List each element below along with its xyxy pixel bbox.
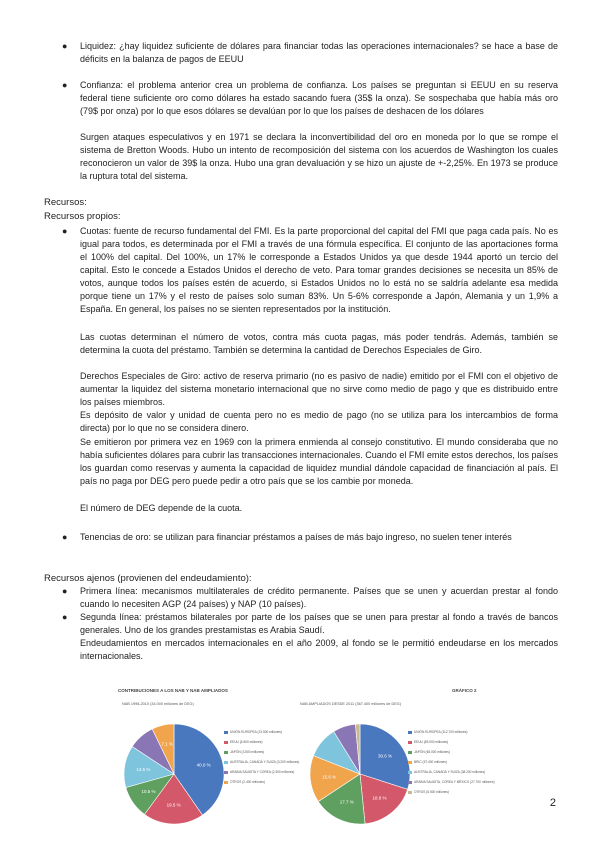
heading-recursos-propios: Recursos propios:	[44, 211, 121, 222]
chart-1-slice-label-3: 13.5 %	[136, 766, 151, 772]
chart-2-legend-swatch-0	[408, 731, 412, 734]
chart-figure-title: CONTRIBUCIONES A LOS NAB Y NAB AMPLIADOS	[118, 688, 228, 693]
chart-1-legend-swatch-2	[224, 751, 228, 754]
chart-2-legend-label-2: JAPÓN (65.000 millones)	[414, 750, 450, 754]
tenencias-text: Tenencias de oro: se utilizan para financiar préstamos a países de más bajo ingreso, no suelen tener interés	[80, 532, 512, 542]
chart-1-legend-item-5	[224, 780, 294, 784]
chart-1-slice-label-0: 40.0 %	[196, 762, 211, 768]
chart-2-legend-label-6: OTROS (5.500 millones)	[414, 790, 449, 794]
deg-deposito-text: Es depósito de valor y unidad de cuenta pero no es medio de pago (no se utiliza para los intercambios de forma directa) por lo que no se considera dinero.	[80, 410, 558, 433]
chart-1-legend-swatch-5	[224, 781, 228, 784]
chart-2-legend-swatch-4	[408, 771, 412, 774]
chart-1-legend-label-3: AUSTRALIA, CANADÁ Y SUIZA (3.200 millones)	[230, 760, 300, 764]
deg-definicion-text: Derechos Especiales de Giro: activo de reserva primario (no es pasivo de nadie) emitido por el FMI con el objetivo de aumentar la liquidez del sistema monetario internacional que no sirve como medio de pago y que es distribuido entre los países miembros.	[80, 371, 558, 407]
liquidez-text: Liquidez: ¿hay liquidez suficiente de dólares para financiar todas las operaciones internacionales? se hace a base de déficits en la balanza de pagos de EEUU	[80, 41, 558, 64]
chart-1-slice-label-1: 19.5 %	[166, 802, 181, 808]
chart-2-legend	[408, 730, 498, 800]
chart-2-legend-item-6	[408, 790, 498, 794]
page-number: 2	[549, 797, 556, 809]
chart-2-legend-swatch-1	[408, 741, 412, 744]
chart-1-legend-label-4: ARABIA SAUDITA Y COREA (2.300 millones)	[230, 770, 295, 774]
chart-2-legend-label-3: BRIC (57.400 millones)	[414, 760, 447, 764]
chart-1-legend-item-2	[224, 750, 294, 754]
chart-2-legend-item-4	[408, 770, 498, 774]
chart-2-legend-item-1	[408, 740, 498, 744]
primera-linea-text: Primera línea: mecanismos multilaterales de crédito permanente. Países que se unen y acuerdan prestar al fondo cuando lo necesiten AGP (24 países) y NAP (10 países).	[80, 586, 558, 609]
chart-1-legend-label-5: OTROS (2.400 millones)	[230, 780, 265, 784]
chart-2-legend-swatch-2	[408, 751, 412, 754]
chart-1-legend-label-1: EEUU (6.500 millones)	[230, 740, 263, 744]
chart-1-slice-label-5: 7.1 %	[161, 741, 173, 747]
chart-1-legend-label-0: UNIÓN EUROPEA (13.500 millones)	[230, 730, 282, 734]
chart-1-legend-item-3	[224, 760, 300, 764]
chart-1-legend-item-0	[224, 730, 294, 734]
chart-2-legend-swatch-6	[408, 791, 412, 794]
chart-2-legend-label-0: UNIÓN EUROPEA (112.700 millones)	[414, 730, 468, 734]
cuotas-text: Cuotas: fuente de recurso fundamental del FMI. Es la parte proporcional del capital del FMI que paga cada país. No es igual para todos, es determinada por el FMI a través de una fórmula específica. El conjunto de las aportaciones forma el 100% del capital. Del 100%, un 17% le corresponde a Estados Unidos ya que desde 1944 aportó un tercio del capital. Esto le concede a Estados Unidos el derecho de veto. Para tomar grandes decisiones se necesita un 85% de votos, aunque todos los países estén de acuerdo, si Estados Unidos no lo está no se saldría adelante esa medida porque tiene un 17% y el resto de países solo suman 83%. Un 5-6% corresponde a Japón, Alemania y un 1,9% a España. En general, los países no se sienten representados por la institución.	[80, 226, 558, 314]
chart-1-legend-label-2: JAPÓN (3.500 millones)	[230, 750, 265, 754]
heading-recursos-ajenos: Recursos ajenos (provienen del endeudamiento):	[44, 573, 252, 584]
chart-1-legend	[224, 730, 300, 790]
deg-emision-text: Se emitieron por primera vez en 1969 con la primera enmienda al consejo constitutivo. El mundo consideraba que no había suficientes dólares para cubrir las transacciones internacionales. Cuando el FMI emite estos derechos, los países los guardan como reservas y aumenta la capacidad de liquidez mundial dándole capacidad de financiación al país. El país no paga por DEG pero puede pedir a otro país que se los cambie por moneda.	[80, 437, 558, 486]
chart-1-legend-swatch-3	[224, 761, 228, 764]
confianza-text: Confianza: el problema anterior crea un problema de confianza. Los países se preguntan si EEUU en su reserva federal tiene suficiente oro como dólares ha estado sacando fuera (35$ la onza). Se sospechaba que había más oro (79$ por onza) por lo que esos dólares se devalúan por lo que los países de deshacen de los dólares	[80, 80, 558, 116]
chart-2-slice-label-3: 15.6 %	[322, 774, 337, 780]
chart-2-legend-item-0	[408, 730, 498, 734]
chart-figure	[112, 686, 500, 836]
chart-figure-number: GRÁFICO 2	[452, 688, 477, 693]
bretton-woods-text: Surgen ataques especulativos y en 1971 se declara la inconvertibilidad del oro en moneda por lo que se rompe el sistema de Bretton Woods. Hubo un intento de recomposición del sistema con los acuerdos de Washington los cuales reconocieron un valor de 39$ la onza. Hubo una gran devaluación y se hizo un ajuste de +-2,25%. En 1973 se produce la ruptura total del sistema.	[80, 132, 558, 181]
chart-2-title: NAB AMPLIADOS DESDE 2011 (367.400 millones de DEG)	[300, 702, 402, 706]
chart-1-slice-label-2: 10.5 %	[141, 789, 156, 795]
bullet-primera-linea: ●	[62, 586, 68, 596]
bullet-tenencias: ●	[62, 532, 68, 542]
chart-1-title: NAB 1998-2010 (34.000 millones de DEG)	[122, 702, 194, 706]
bullet-segunda-linea: ●	[62, 612, 68, 622]
chart-2-legend-item-5	[408, 780, 498, 784]
cuotas-votos-text: Las cuotas determinan el número de votos, contra más cuota pagas, más poder tendrás. Además, también se determina la cuota del préstamo. También se determina la cantidad de Derechos Especiales de Giro.	[80, 332, 558, 355]
bullet-confianza: ●	[62, 80, 68, 90]
bullet-liquidez: ●	[62, 41, 68, 51]
chart-2-legend-swatch-3	[408, 761, 412, 764]
chart-1-legend-item-1	[224, 740, 294, 744]
endeudamiento-text: Endeudamientos en mercados internacionales en el año 2009, al fondo se le permitió endeudarse en los mercados internacionales.	[80, 638, 558, 661]
chart-2-slice-label-2: 17.7 %	[339, 799, 354, 805]
chart-2-legend-label-1: EEUU (69.000 millones)	[414, 740, 449, 744]
chart-2-slice-label-1: 18.8 %	[372, 795, 387, 801]
chart-2-legend-item-2	[408, 750, 498, 754]
chart-1-legend-item-4	[224, 770, 294, 774]
deg-cuota-text: El número de DEG depende de la cuota.	[80, 503, 243, 513]
chart-2-legend-label-5: ARABIA SAUDITA, COREA Y MÉXICO (27.700 millones)	[414, 780, 495, 784]
chart-2-legend-item-3	[408, 760, 498, 764]
chart-1-legend-swatch-1	[224, 741, 228, 744]
chart-2-slice-label-0: 30.6 %	[378, 753, 393, 759]
heading-recursos: Recursos:	[44, 197, 87, 208]
bullet-cuotas: ●	[62, 226, 68, 236]
chart-1-legend-swatch-0	[224, 731, 228, 734]
chart-2-legend-label-4: AUSTRALIA, CANADÁ Y SUIZA (38.200 millones)	[414, 770, 486, 774]
chart-1-legend-swatch-4	[224, 771, 228, 774]
chart-2-legend-swatch-5	[408, 781, 412, 784]
segunda-linea-text: Segunda línea: préstamos bilaterales por parte de los países que se unen para prestar al fondo a través de bancos generales. Uno de los grandes prestamistas es Arabia Saudí.	[80, 612, 558, 635]
